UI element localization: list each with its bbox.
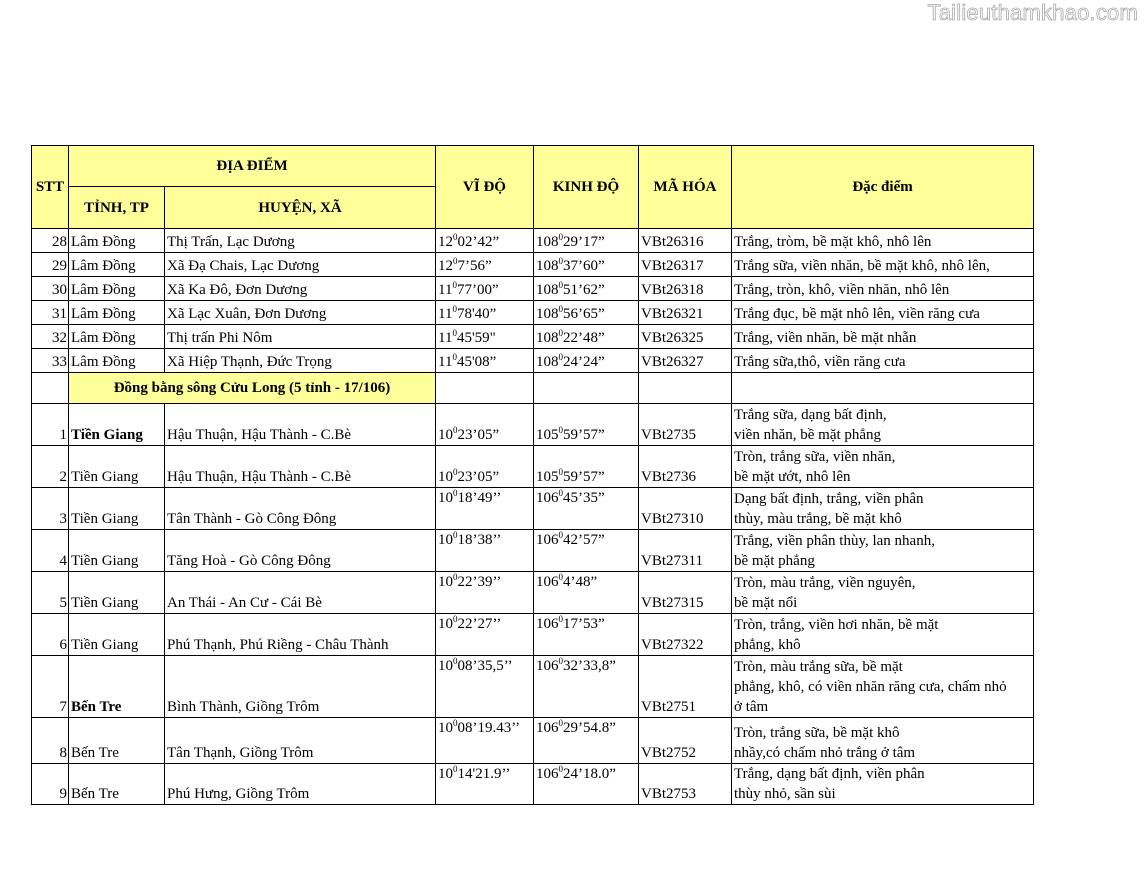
cell-tinh: Lâm Đồng xyxy=(69,349,165,373)
degree-mark: 0 xyxy=(558,614,564,624)
cell-vi-do xyxy=(436,614,534,656)
cell-vi-do xyxy=(436,349,534,373)
cell-kinh-do-value: $108^022’48$” xyxy=(536,328,605,346)
table-body-a xyxy=(32,229,1034,373)
cell-stt: 3 xyxy=(32,488,69,530)
table-row xyxy=(32,764,1034,805)
cell-vi-do xyxy=(436,229,534,253)
cell-dac-diem-line: Tròn, trắng, viền hơi nhăn, bề mặt xyxy=(734,617,939,633)
cell-ma-hoa: VBt27322 xyxy=(639,614,732,656)
cell-vi-do-value: $12^002’42$” xyxy=(438,232,500,250)
cell-kinh-do xyxy=(534,718,639,764)
cell-stt: 9 xyxy=(32,764,69,805)
cell-stt: 2 xyxy=(32,446,69,488)
degree-mark: 0 xyxy=(558,328,564,338)
cell-huyen: Xã Hiệp Thạnh, Đức Trọng xyxy=(165,349,436,373)
cell-vi-do-value: $10^008’19.43$’’ xyxy=(438,718,521,736)
degree-mark: 0 xyxy=(558,488,564,498)
table-body-c xyxy=(32,488,1034,656)
degree-mark: 0 xyxy=(558,232,564,242)
cell-ma-hoa: VBt2736 xyxy=(639,446,732,488)
cell-huyen: Phú Thạnh, Phú Riềng - Châu Thành xyxy=(165,614,436,656)
cell-stt: 32 xyxy=(32,325,69,349)
group-title: Đồng bằng sông Cửu Long (5 tỉnh - 17/106) xyxy=(69,373,436,404)
degree-mark: 0 xyxy=(558,718,564,728)
cell-ma-hoa: VBt26321 xyxy=(639,301,732,325)
table-header xyxy=(32,146,1034,229)
degree-mark: 0 xyxy=(452,280,457,290)
cell-stt: 33 xyxy=(32,349,69,373)
cell-stt: 28 xyxy=(32,229,69,253)
cell-vi-do-value: $10^018’38$’’ xyxy=(438,530,502,548)
cell-ma-hoa: VBt26317 xyxy=(639,253,732,277)
degree-mark: 0 xyxy=(558,572,564,582)
cell-ma-hoa: VBt26318 xyxy=(639,277,732,301)
cell-dac-diem xyxy=(732,446,1034,488)
cell-dac-diem-line: phẳng, khô, có viền nhăn răng cưa, chấm nhỏ xyxy=(734,679,1007,695)
cell-ma-hoa: VBt26325 xyxy=(639,325,732,349)
degree-mark: 0 xyxy=(452,304,457,314)
cell-dac-diem-line: Tròn, màu trắng sữa, bề mặt xyxy=(734,659,903,675)
cell-vi-do xyxy=(436,764,534,805)
cell-ma-hoa: VBt26327 xyxy=(639,349,732,373)
degree-mark: 0 xyxy=(453,656,458,666)
cell-ma-hoa: VBt2735 xyxy=(639,404,732,446)
cell-kinh-do xyxy=(534,253,639,277)
table-row xyxy=(32,572,1034,614)
cell-vi-do-value: $12^07’56$” xyxy=(438,256,492,274)
cell-tinh: Tiền Giang xyxy=(69,614,165,656)
degree-mark: 0 xyxy=(453,256,458,266)
table-row xyxy=(32,614,1034,656)
cell-stt: 31 xyxy=(32,301,69,325)
cell-dac-diem-line: ở tâm xyxy=(734,699,769,715)
cell-vi-do xyxy=(436,301,534,325)
cell-huyen: Hậu Thuận, Hậu Thành - C.Bè xyxy=(165,446,436,488)
cell-vi-do xyxy=(436,253,534,277)
cell-tinh: Lâm Đồng xyxy=(69,229,165,253)
cell-stt: 7 xyxy=(32,656,69,718)
cell-dac-diem: Trắng sữa, viền nhăn, bề mặt khô, nhô lên, xyxy=(732,253,1034,277)
cell-dac-diem-line: bề mặt ướt, nhô lên xyxy=(734,469,851,485)
table-row xyxy=(32,325,1034,349)
degree-mark: 0 xyxy=(558,656,564,666)
cell-dac-diem-line: Trắng sữa, dạng bất định, xyxy=(734,407,887,423)
cell-stt: 1 xyxy=(32,404,69,446)
cell-vi-do xyxy=(436,488,534,530)
cell-tinh: Bến Tre xyxy=(69,718,165,764)
watermark-text: Tailieuthamkhao.com xyxy=(927,0,1138,25)
cell-vi-do-value: $11^045'59$" xyxy=(438,328,496,346)
cell-vi-do xyxy=(436,572,534,614)
degree-mark: 0 xyxy=(558,256,564,266)
cell-kinh-do-value: $106^032’33,8$” xyxy=(536,656,616,674)
cell-dac-diem-line: Tròn, trắng sữa, bề mặt khô xyxy=(734,725,900,741)
cell-kinh-do xyxy=(534,530,639,572)
cell-kinh-do xyxy=(534,764,639,805)
specimen-table xyxy=(31,145,1034,805)
cell-kinh-do-value: $106^045’35$” xyxy=(536,488,605,506)
cell-dac-diem xyxy=(732,572,1034,614)
cell-kinh-do xyxy=(534,614,639,656)
table-body-row7 xyxy=(32,656,1034,718)
table-row xyxy=(32,530,1034,572)
cell-dac-diem-line: thùy nhỏ, sần sùi xyxy=(734,786,836,802)
degree-mark: 0 xyxy=(453,764,458,774)
cell-ma-hoa: VBt27311 xyxy=(639,530,732,572)
cell-vi-do xyxy=(436,446,534,488)
cell-vi-do-value: $11^078'40$” xyxy=(438,304,497,322)
degree-mark: 0 xyxy=(453,467,458,477)
table-row xyxy=(32,656,1034,718)
cell-huyen: Tân Thành - Gò Công Đông xyxy=(165,488,436,530)
cell-ma-hoa: VBt2751 xyxy=(639,656,732,718)
cell-vi-do-value: $10^022’27$’’ xyxy=(438,614,502,632)
table-row xyxy=(32,277,1034,301)
cell-tinh: Tiền Giang xyxy=(69,530,165,572)
cell-tinh: Tiền Giang xyxy=(69,446,165,488)
cell-huyen: An Thái - An Cư - Cái Bè xyxy=(165,572,436,614)
header-dia-diem: ĐỊA ĐIỂM xyxy=(69,146,436,187)
table-row xyxy=(32,301,1034,325)
cell-dac-diem: Trắng, tròn, khô, viền nhăn, nhô lên xyxy=(732,277,1034,301)
cell-dac-diem-line: Tròn, màu trắng, viền nguyên, xyxy=(734,575,916,591)
cell-kinh-do-value: $106^04’48$” xyxy=(536,572,598,590)
header-ma-hoa: MÃ HÓA xyxy=(639,146,732,229)
cell-vi-do-value: $10^008’35,5$’’ xyxy=(438,656,513,674)
cell-dac-diem-line: phẳng, khô xyxy=(734,637,801,653)
cell-kinh-do xyxy=(534,488,639,530)
cell-dac-diem xyxy=(732,404,1034,446)
cell-dac-diem-line: thùy, màu trắng, bề mặt khô xyxy=(734,511,902,527)
table-body-b xyxy=(32,404,1034,488)
degree-mark: 0 xyxy=(558,425,564,435)
cell-dac-diem-line: bề mặt nổi xyxy=(734,595,798,611)
cell-dac-diem xyxy=(732,488,1034,530)
cell-stt: 4 xyxy=(32,530,69,572)
cell-vi-do-value: $10^023’05$” xyxy=(438,467,500,485)
cell-kinh-do-value: $105^059’57$” xyxy=(536,425,605,443)
cell-kinh-do-value: $108^037’60$” xyxy=(536,256,605,274)
cell-tinh: Bến Tre xyxy=(69,656,165,718)
cell-ma-hoa: VBt2753 xyxy=(639,764,732,805)
cell-kinh-do xyxy=(534,656,639,718)
cell-kinh-do xyxy=(534,325,639,349)
table-row xyxy=(32,488,1034,530)
cell-dac-diem xyxy=(732,718,1034,764)
header-kinh-do: KINH ĐỘ xyxy=(534,146,639,229)
cell-dac-diem-line: Dạng bất định, trắng, viền phân xyxy=(734,491,924,507)
group-row-section xyxy=(32,373,1034,404)
cell-dac-diem-line: viền nhăn, bề mặt phẳng xyxy=(734,427,882,443)
degree-mark: 0 xyxy=(558,764,564,774)
cell-dac-diem-line: Trắng, viền phân thùy, lan nhanh, xyxy=(734,533,935,549)
degree-mark: 0 xyxy=(558,280,564,290)
cell-vi-do xyxy=(436,277,534,301)
cell-kinh-do xyxy=(534,301,639,325)
cell-vi-do xyxy=(436,656,534,718)
cell-vi-do-value: $11^077’00$” xyxy=(438,280,499,298)
cell-tinh: Tiền Giang xyxy=(69,488,165,530)
cell-kinh-do-value: $106^024’18.0$” xyxy=(536,764,616,782)
cell-vi-do xyxy=(436,404,534,446)
table-row xyxy=(32,349,1034,373)
cell-dac-diem-line: nhầy,có chấm nhỏ trắng ở tâm xyxy=(734,745,916,761)
degree-mark: 0 xyxy=(453,718,458,728)
cell-kinh-do-value: $108^029’17$” xyxy=(536,232,605,250)
cell-tinh: Lâm Đồng xyxy=(69,325,165,349)
header-tinh: TỈNH, TP xyxy=(69,187,165,229)
cell-dac-diem xyxy=(732,764,1034,805)
cell-tinh: Lâm Đồng xyxy=(69,253,165,277)
cell-kinh-do xyxy=(534,349,639,373)
cell-tinh: Bến Tre xyxy=(69,764,165,805)
table-row xyxy=(32,253,1034,277)
cell-huyen: Tăng Hoà - Gò Công Đông xyxy=(165,530,436,572)
cell-kinh-do xyxy=(534,229,639,253)
cell-dac-diem xyxy=(732,530,1034,572)
cell-dac-diem: Trắng, tròm, bề mặt khô, nhô lên xyxy=(732,229,1034,253)
cell-dac-diem: Trắng sữa,thô, viền răng cưa xyxy=(732,349,1034,373)
cell-ma-hoa: VBt2752 xyxy=(639,718,732,764)
cell-ma-hoa: VBt27315 xyxy=(639,572,732,614)
degree-mark: 0 xyxy=(453,232,458,242)
cell-kinh-do xyxy=(534,277,639,301)
cell-kinh-do xyxy=(534,404,639,446)
header-stt: STT xyxy=(32,146,69,229)
cell-kinh-do-value: $108^051’62$” xyxy=(536,280,605,298)
degree-mark: 0 xyxy=(558,467,564,477)
cell-kinh-do xyxy=(534,572,639,614)
degree-mark: 0 xyxy=(453,614,458,624)
cell-huyen: Bình Thành, Giồng Trôm xyxy=(165,656,436,718)
degree-mark: 0 xyxy=(453,530,458,540)
degree-mark: 0 xyxy=(453,488,458,498)
cell-dac-diem-line: Tròn, trắng sữa, viền nhăn, xyxy=(734,449,896,465)
cell-dac-diem-line: Trắng, dạng bất định, viền phân xyxy=(734,766,925,782)
degree-mark: 0 xyxy=(453,425,458,435)
cell-vi-do-value: $10^022’39$’’ xyxy=(438,572,502,590)
cell-vi-do-value: $10^023’05$” xyxy=(438,425,500,443)
header-huyen: HUYỆN, XÃ xyxy=(165,187,436,229)
table-row xyxy=(32,404,1034,446)
cell-kinh-do-value: $106^017’53$” xyxy=(536,614,605,632)
cell-vi-do xyxy=(436,325,534,349)
table-row xyxy=(32,229,1034,253)
cell-huyen: Phú Hưng, Giồng Trôm xyxy=(165,764,436,805)
degree-mark: 0 xyxy=(453,572,458,582)
cell-stt: 8 xyxy=(32,718,69,764)
cell-vi-do-value: $10^018’49$’’ xyxy=(438,488,502,506)
cell-dac-diem-line: bề mặt phẳng xyxy=(734,553,815,569)
cell-huyen: Thị trấn Phi Nôm xyxy=(165,325,436,349)
degree-mark: 0 xyxy=(558,304,564,314)
header-vi-do: VĨ ĐỘ xyxy=(436,146,534,229)
table-row xyxy=(32,446,1034,488)
cell-kinh-do-value: $106^042’57$” xyxy=(536,530,605,548)
cell-tinh: Lâm Đồng xyxy=(69,301,165,325)
cell-huyen: Thị Trấn, Lạc Dương xyxy=(165,229,436,253)
table-body-d xyxy=(32,718,1034,805)
cell-kinh-do-value: $106^029’54.8$” xyxy=(536,718,616,736)
cell-huyen: Xã Lạc Xuân, Đơn Dương xyxy=(165,301,436,325)
degree-mark: 0 xyxy=(452,328,457,338)
cell-dac-diem: Trắng, viền nhăn, bề mặt nhẵn xyxy=(732,325,1034,349)
cell-vi-do-value: $11^045'08$” xyxy=(438,352,497,370)
cell-dac-diem xyxy=(732,656,1034,718)
cell-vi-do xyxy=(436,718,534,764)
cell-kinh-do-value: $108^024’24$” xyxy=(536,352,605,370)
cell-stt: 29 xyxy=(32,253,69,277)
cell-kinh-do-value: $105^059’57$” xyxy=(536,467,605,485)
cell-ma-hoa: VBt26316 xyxy=(639,229,732,253)
degree-mark: 0 xyxy=(558,352,564,362)
cell-huyen: Xã Đạ Chais, Lạc Dương xyxy=(165,253,436,277)
cell-stt: 6 xyxy=(32,614,69,656)
cell-tinh: Tiền Giang xyxy=(69,572,165,614)
cell-huyen: Xã Ka Đô, Đơn Dương xyxy=(165,277,436,301)
table-row xyxy=(32,718,1034,764)
header-dac-diem: Đặc điểm xyxy=(732,146,1034,229)
cell-ma-hoa: VBt27310 xyxy=(639,488,732,530)
cell-huyen: Tân Thạnh, Giồng Trôm xyxy=(165,718,436,764)
cell-dac-diem: Trắng đục, bề mặt nhô lên, viền răng cưa xyxy=(732,301,1034,325)
cell-tinh: Tiền Giang xyxy=(69,404,165,446)
degree-mark: 0 xyxy=(558,530,564,540)
cell-vi-do xyxy=(436,530,534,572)
cell-vi-do-value: $10^014'21.9$’’ xyxy=(438,764,511,782)
cell-stt: 5 xyxy=(32,572,69,614)
cell-stt: 30 xyxy=(32,277,69,301)
cell-kinh-do-value: $108^056’65$” xyxy=(536,304,605,322)
degree-mark: 0 xyxy=(452,352,457,362)
cell-tinh: Lâm Đồng xyxy=(69,277,165,301)
cell-huyen: Hậu Thuận, Hậu Thành - C.Bè xyxy=(165,404,436,446)
cell-kinh-do xyxy=(534,446,639,488)
cell-dac-diem xyxy=(732,614,1034,656)
